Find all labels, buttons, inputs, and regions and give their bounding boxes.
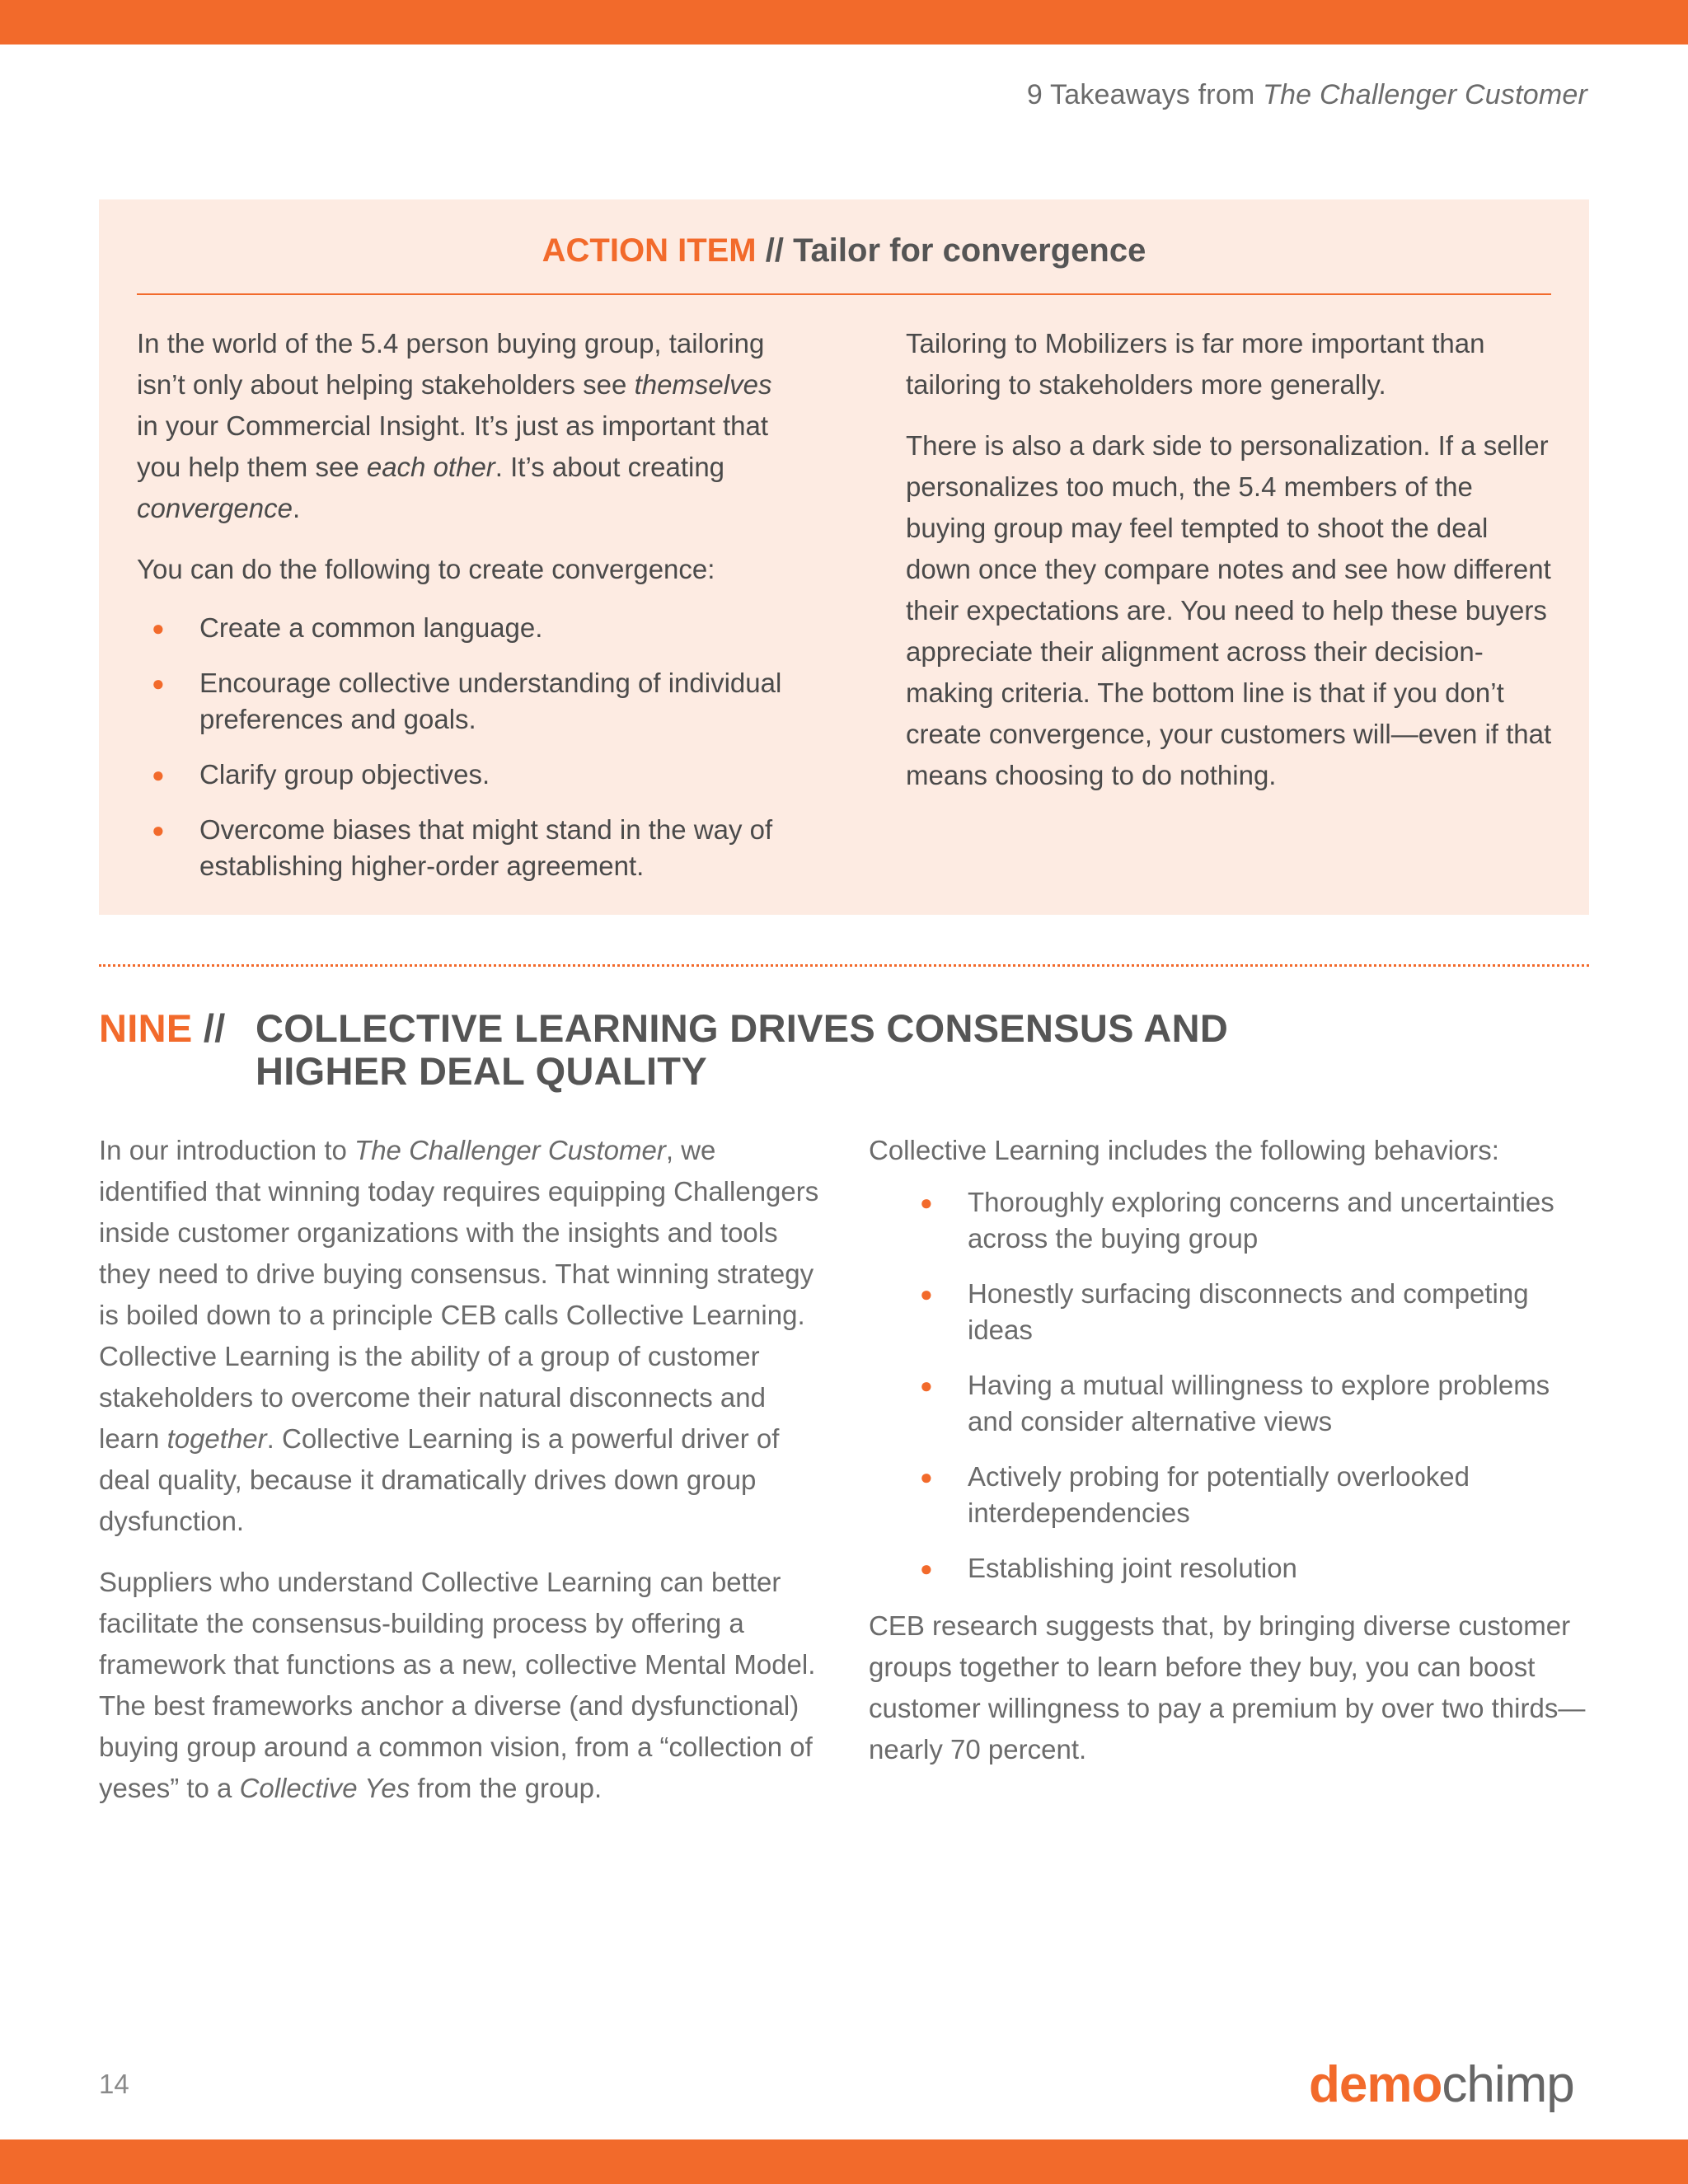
section-right-column (869, 1130, 1594, 1790)
behaviors-bullet-list (905, 1184, 1594, 1586)
list-item: ● Establishing joint resolution (905, 1550, 1594, 1586)
bullet-icon: ● (152, 671, 165, 696)
behaviors-intro: Collective Learning includes the following behaviors: (869, 1135, 1499, 1165)
action-item-intro-paragraph: In the world of the 5.4 person buying group, tailoring isn’t only about helping stakeholders see themselves in your Commercial Insight. It’s just as important that you help them see each other. It’s about creating convergence. (137, 328, 772, 523)
list-item: ● Clarify group objectives. (137, 757, 796, 793)
section-title-text: COLLECTIVE LEARNING DRIVES CONSENSUS AND HIGHER DEAL QUALITY (256, 1006, 1229, 1093)
top-accent-bar (0, 0, 1688, 45)
action-item-left-column (137, 323, 796, 903)
page-number: 14 (99, 2069, 129, 2099)
bullet-icon: ● (920, 1282, 933, 1306)
bullet-icon: ● (920, 1465, 933, 1489)
bullet-icon: ● (920, 1373, 933, 1398)
section-number: NINE (99, 1006, 193, 1050)
list-item: ● Thoroughly exploring concerns and uncertainties across the buying group (905, 1184, 1594, 1257)
action-item-box (99, 199, 1589, 915)
list-item: ● Overcome biases that might stand in the way of establishing higher-order agreement. (137, 812, 796, 884)
action-item-mobilizers-paragraph: Tailoring to Mobilizers is far more important than tailoring to stakeholders more generally. (906, 328, 1485, 400)
bullet-icon: ● (152, 762, 165, 787)
action-item-divider (137, 293, 1551, 295)
demochimp-logo: demochimp (1309, 2056, 1574, 2113)
bullet-icon: ● (152, 818, 165, 842)
list-item: ● Actively probing for potentially overlooked interdependencies (905, 1459, 1594, 1531)
list-item: ● Having a mutual willingness to explore problems and consider alternative views (905, 1367, 1594, 1440)
section-heading: NINE // COLLECTIVE LEARNING DRIVES CONSENSUS AND HIGHER DEAL QUALITY (99, 1007, 226, 1050)
suppliers-paragraph: Suppliers who understand Collective Learning can better facilitate the consensus-building process by offering a framework that functions as a new, collective Mental Model. The best frameworks anchor a diverse (and dysfunctional) buying group around a common vision, from a “collection of yeses” to a Collective Yes from the group. (99, 1567, 816, 1803)
bullet-icon: ● (152, 616, 165, 640)
ceb-research-paragraph: CEB research suggests that, by bringing diverse customer groups together to learn before they buy, you can boost customer willingness to pay a premium by over two thirds—nearly 70 percent. (869, 1610, 1586, 1765)
running-header: 9 Takeaways from The Challenger Customer (1026, 79, 1587, 110)
action-item-dark-side-paragraph: There is also a dark side to personalization. If a seller personalizes too much, the 5.4 members of the buying group may feel tempted to shoot the deal down once they compare notes and see how different their expectations are. You need to help these buyers appreciate their alignment across their decision-making criteria. The bottom line is that if you don’t create convergence, your customers will—even if that means choosing to do nothing. (906, 430, 1552, 790)
bullet-icon: ● (920, 1556, 933, 1581)
list-item: ● Create a common language. (137, 610, 796, 646)
section-left-column (99, 1130, 828, 1829)
action-item-right-column (906, 323, 1557, 816)
bullet-icon: ● (920, 1190, 933, 1215)
action-item-bullet-list (137, 610, 796, 884)
action-item-label: ACTION ITEM (542, 232, 757, 269)
action-item-list-intro: You can do the following to create convergence: (137, 554, 715, 584)
collective-learning-paragraph: In our introduction to The Challenger Customer, we identified that winning today requires equipping Challengers inside customer organizations with the insights and tools they need to drive buying consensus. That winning strategy is boiled down to a principle CEB calls Collective Learning. Collective Learning is the ability of a group of customer stakeholders to overcome their natural disconnects and learn together. Collective Learning is a powerful driver of deal quality, because it dramatically drives down group dysfunction. (99, 1135, 819, 1536)
list-item: ● Honestly surfacing disconnects and competing ideas (905, 1276, 1594, 1348)
bottom-accent-bar (0, 2139, 1688, 2184)
action-item-title: ACTION ITEM // Tailor for convergence (542, 232, 1146, 269)
section-divider (99, 964, 1589, 967)
list-item: ● Encourage collective understanding of individual preferences and goals. (137, 665, 796, 738)
